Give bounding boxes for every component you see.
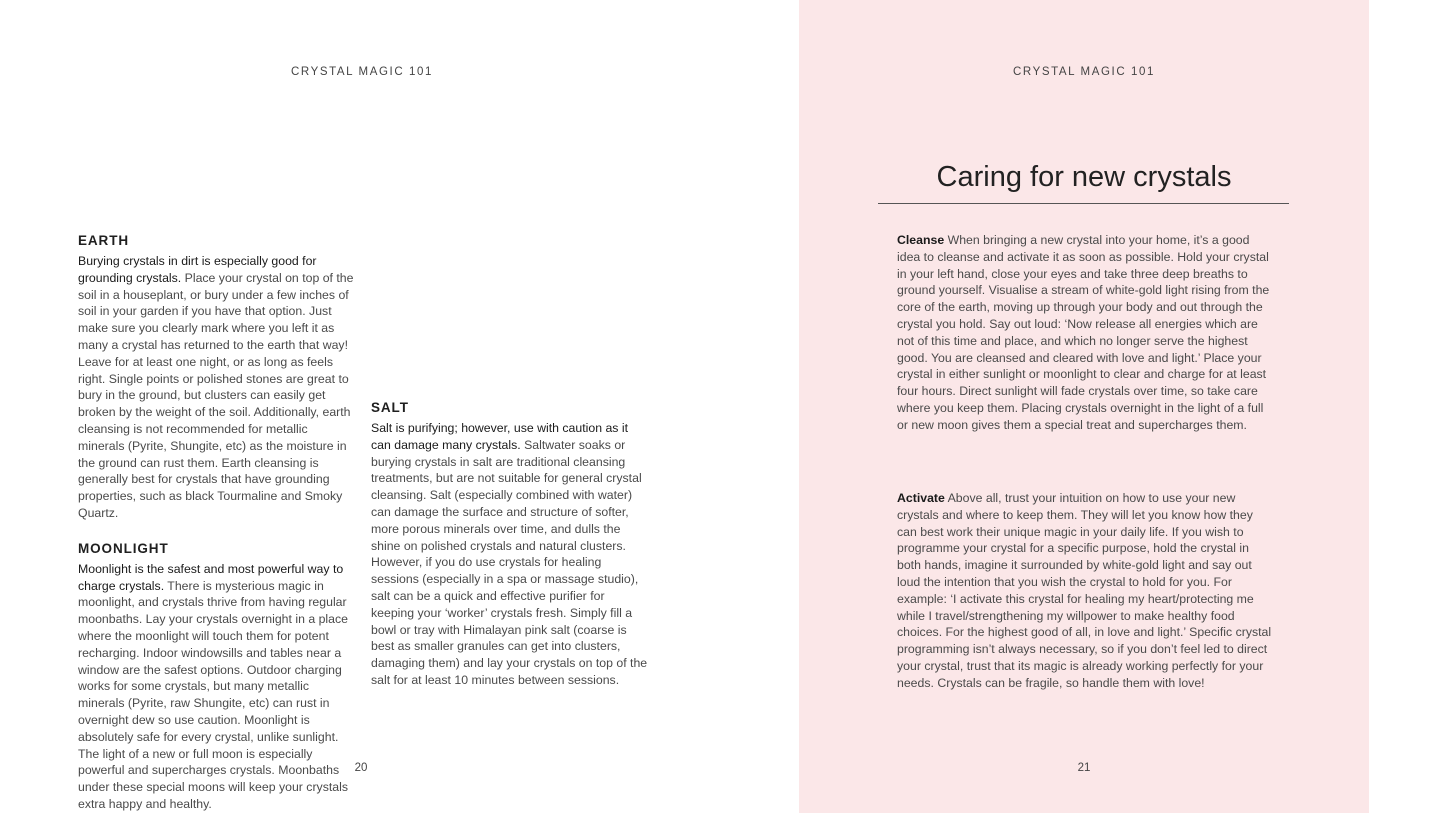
- cleanse-term: Cleanse: [897, 233, 945, 247]
- moonlight-heading: MOONLIGHT: [78, 540, 169, 556]
- left-column-1: [78, 232, 354, 813]
- right-margin: [1369, 0, 1445, 813]
- right-page-number: 21: [1077, 762, 1091, 774]
- right-running-head: CRYSTAL MAGIC 101: [1012, 66, 1156, 78]
- salt-body: Saltwater soaks or burying crystals in salt are traditional cleansing treatments, but are not suitable for general crystal cleansing. Salt (especially combined with water) can damage the surface and structure of softer, more porous minerals over time, and dulls the shine on polished crystals and natural clusters. However, if you do use crystals for healing sessions (especially in a spa or massage studio), salt can be a quick and effective purifier for keeping your ‘worker’ crystals fresh. Simply fill a bowl or tray with Himalayan pink salt (coarse is best as smaller granules can get into clusters, damaging them) and lay your crystals on top of the salt for at least 10 minutes between sessions.: [371, 437, 648, 687]
- title-rule: [878, 203, 1289, 204]
- activate-paragraph: [897, 490, 1275, 692]
- salt-heading: SALT: [371, 400, 409, 415]
- page-title: Caring for new crystals: [936, 161, 1232, 194]
- activate-term: Activate: [897, 491, 945, 505]
- earth-lead: Burying crystals in dirt is especially good for grounding crystals.: [78, 254, 317, 285]
- cleanse-body: When bringing a new crystal into your home, it’s a good idea to cleanse and activate it as soon as possible. Hold your crystal in your left hand, close your eyes and take three deep breaths to ground yourself. Visualise a stream of white-gold light rising from the core of the earth, moving up through your body and out through the crystal you hold. Say out loud: ‘Now release all energies which are not of this time and place, and which no longer serve the highest good. You are cleansed and cleared with love and light.’ Place your crystal in either sunlight or moonlight to clear and charge for at least four hours. Direct sunlight will fade crystals over time, so take care where you keep them. Placing crystals overnight in the light of a full or new moon gives them a special treat and supercharges them.: [897, 233, 1270, 432]
- moonlight-body: There is mysterious magic in moonlight, and crystals thrive from having regular moonbaths. Lay your crystals overnight in a place where the moonlight will touch them for potent recharging. Indoor windowsills and tables near a window are the safest options. Outdoor charging works for some crystals, but many metallic minerals (Pyrite, raw Shungite, etc) can rust in overnight dew so use caution. Moonlight is absolutely safe for every crystal, unlike sunlight. The light of a new or full moon is especially powerful and supercharges crystals. Moonbaths under these special moons will keep your crystals extra happy and healthy.: [78, 578, 348, 811]
- right-page: [799, 0, 1369, 813]
- left-column-2: [371, 399, 650, 689]
- left-running-head: CRYSTAL MAGIC 101: [290, 66, 434, 78]
- earth-paragraph: [78, 253, 354, 522]
- left-page-number: 20: [354, 762, 368, 774]
- earth-body: Place your crystal on top of the soil in a houseplant, or bury under a few inches of soil in your garden if you have that option. Just make sure you clearly mark where you left it as many a crystal has returned to the earth that way! Leave for at least one night, or as long as feels right. Single points or polished stones are great to bury in the ground, but clusters can easily get broken by the weight of the soil. Additionally, earth cleansing is not recommended for metallic minerals (Pyrite, Shungite, etc) as the moisture in the ground can rust them. Earth cleansing is generally best for crystals that have grounding properties, such as black Tourmaline and Smoky Quartz.: [78, 270, 354, 520]
- salt-lead: Salt is purifying; however, use with caution as it can damage many crystals.: [371, 421, 628, 452]
- salt-paragraph: [371, 420, 650, 689]
- earth-heading: EARTH: [78, 233, 129, 248]
- moonlight-paragraph: [78, 561, 354, 813]
- moonlight-lead: Moonlight is the safest and most powerful way to charge crystals.: [78, 561, 344, 593]
- cleanse-paragraph: [897, 232, 1275, 434]
- activate-body: Above all, trust your intuition on how to use your new crystals and where to keep them. They will let you know how they can best work their unique magic in your daily life. If you wish to programme your crystal for a specific purpose, hold the crystal in both hands, imagine it surrounded by white-gold light and say out loud the intention that you wish the crystal to hold for you. For example: ‘I activate this crystal for healing my heart/protecting me while I travel/strengthening my willpower to make healthy food choices. For the highest good of all, in love and light.’ Specific crystal programming isn’t always necessary, so if you don’t feel led to direct your crystal, trust that its magic is already working perfectly for your needs. Crystals can be fragile, so handle them with love!: [897, 491, 1272, 690]
